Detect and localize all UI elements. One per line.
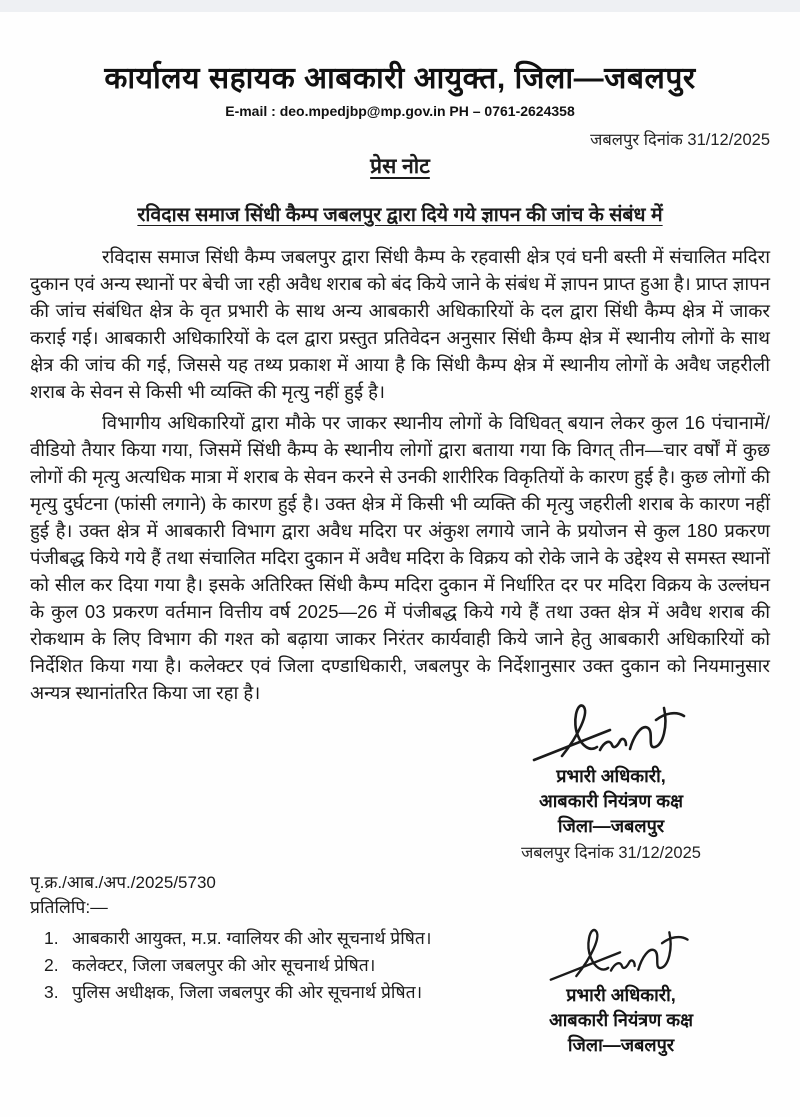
signature-place-date: जबलपुर दिनांक 31/12/2025 bbox=[521, 844, 701, 862]
office-title: कार्यालय सहायक आबकारी आयुक्त, जिला—जबलपुर bbox=[104, 62, 696, 95]
copy-recipient-text: पुलिस अधीक्षक, जिला जबलपुर की ओर सूचनार्थ प्रेषित। bbox=[72, 982, 423, 1002]
copy-to-label: प्रतिलिपि:— bbox=[30, 897, 108, 917]
copy-recipient-text: कलेक्टर, जिला जबलपुर की ओर सूचनार्थ प्रेषित। bbox=[72, 955, 376, 975]
copy-recipient-text: आबकारी आयुक्त, म.प्र. ग्वालियर की ओर सूचनार्थ प्रेषित। bbox=[72, 928, 432, 948]
reference-number: पृ.क्र./आब./अप./2025/5730 bbox=[30, 873, 216, 892]
subject-line: रविदास समाज सिंधी कैम्प जबलपुर द्वारा दिये गये ज्ञापन की जांच के संबंध में bbox=[137, 204, 663, 226]
signatory-district: जिला—जबलपुर bbox=[567, 1035, 675, 1055]
signatory-district: जिला—जबलपुर bbox=[557, 816, 665, 836]
signatory-office: आबकारी नियंत्रण कक्ष bbox=[549, 1010, 693, 1030]
reference-row bbox=[30, 870, 770, 893]
body-paragraph-2: विभागीय अधिकारियों द्वारा मौके पर जाकर स्थानीय लोगों के विधिवत् बयान लेकर कुल 16 पंचानामें/वीडियो तैयार किया गया, जिसमें सिंधी कैम्प के स्थानीय लोगों द्वारा बताया गया कि विगत् तीन—चार वर्षों में कुछ लोगों की मृत्यु अत्यधिक मात्रा में शराब के सेवन करने से उनकी शारीरिक विकृतियों के कारण हुई है। कुछ लोगों की मृत्यु दुर्घटना (फांसी लगाने) के कारण हुई है। उक्त क्षेत्र में किसी भी व्यक्ति की मृत्यु जहरीली शराब के कारण नहीं हुई है। उक्त क्षेत्र में आबकारी विभाग द्वारा अवैध मदिरा पर अंकुश लगाये जाने के प्रयोजन से कुल 180 प्रकरण पंजीबद्ध किये गये हैं तथा संचालित मदिरा दुकान में अवैध मदिरा के विक्रय को रोके जाने के उद्देश्य से समस्त स्थानों को सील कर दिया गया है। इसके अतिरिक्त सिंधी कैम्प मदिरा दुकान में निर्धारित दर पर मदिरा विक्रय के उल्लंघन के कुल 03 प्रकरण वर्तमान वित्तीय वर्ष 2025—26 में पंजीबद्ध किये गये हैं तथा उक्त क्षेत्र में अवैध शराब की रोकथाम के लिए विभाग की गश्त को बढ़ाया जाकर निरंतर कार्यवाही किये जाने हेतु आबकारी अधिकारियों को निर्देशित किया गया है। कलेक्टर एवं जिला दण्डाधिकारी, जबलपुर के निर्देशानुसार उक्त दुकान को नियमानुसार अन्यत्र स्थानांतरित किया जा रहा है। bbox=[30, 412, 771, 703]
copy-recipient-row bbox=[44, 952, 431, 979]
copy-recipient-number: 2. bbox=[44, 955, 59, 975]
header-place-date: जबलपुर दिनांक 31/12/2025 bbox=[590, 131, 770, 149]
signatory-designation: प्रभारी अधिकारी, bbox=[556, 766, 666, 786]
copy-recipient-number: 1. bbox=[44, 928, 59, 948]
doc-type-heading: प्रेस नोट bbox=[370, 155, 430, 178]
copy-recipient-number: 3. bbox=[44, 982, 59, 1002]
signatory-designation: प्रभारी अधिकारी, bbox=[566, 985, 676, 1005]
scan-edge-strip bbox=[0, 0, 800, 12]
copy-recipient-row bbox=[44, 925, 431, 952]
copy-recipient-list bbox=[30, 925, 431, 1006]
signature-scribble-icon bbox=[526, 700, 696, 768]
contact-line: E-mail : deo.mpedjbp@mp.gov.in PH – 0761-2624358 bbox=[225, 103, 575, 119]
bottom-section bbox=[30, 925, 770, 1058]
copy-recipient-row bbox=[44, 979, 431, 1006]
body-paragraph-1: रविदास समाज सिंधी कैम्प जबलपुर द्वारा सिंधी कैम्प के रहवासी क्षेत्र एवं घनी बस्ती में संचालित मदिरा दुकान एवं अन्य स्थानों पर बेची जा रही अवैध शराब को बंद किये जाने के संबंध में ज्ञापन प्राप्त हुआ है। प्राप्त ज्ञापन की जांच संबंधित क्षेत्र के वृत प्रभारी के साथ अन्य आबकारी अधिकारियों के दल द्वारा सिंधी कैम्प क्षेत्र में जाकर कराई गई। आबकारी अधिकारियों के दल द्वारा प्रस्तुत प्रतिवेदन अनुसार सिंधी कैम्प क्षेत्र में स्थानीय लोगों के साथ क्षेत्र की जांच की गई, जिससे यह तथ्य प्रकाश में आया है कि सिंधी कैम्प क्षेत्र में स्थानीय लोगों के अवैध जहरीली शराब के सेवन से किसी भी व्यक्ति की मृत्यु नहीं हुई है। bbox=[30, 246, 770, 402]
signature-scribble-icon bbox=[541, 925, 701, 987]
signature-block-top bbox=[476, 700, 746, 866]
signature-block-bottom bbox=[496, 925, 746, 1058]
signatory-office: आबकारी नियंत्रण कक्ष bbox=[539, 791, 683, 811]
